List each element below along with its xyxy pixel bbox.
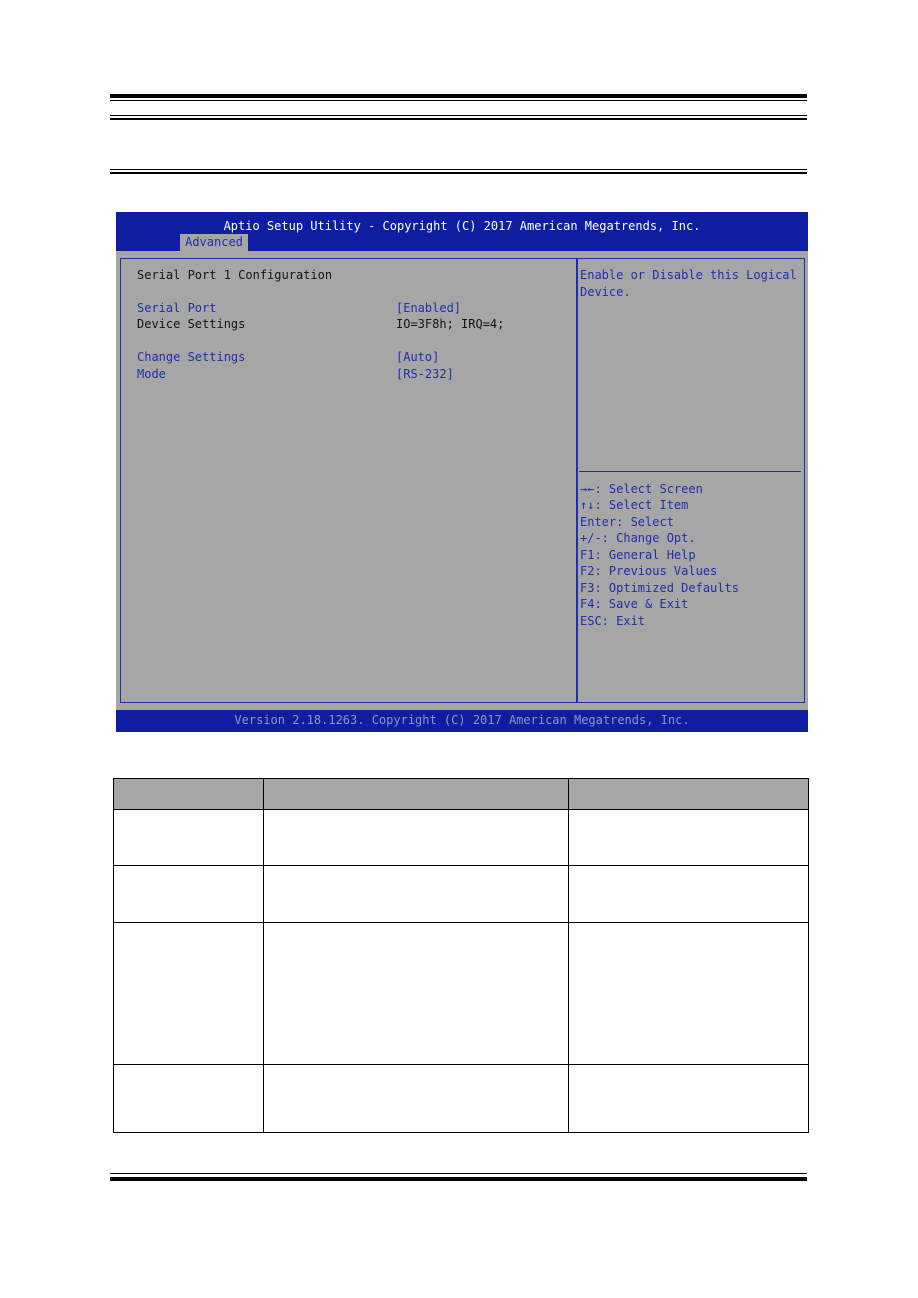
key-hint-previous-values: F2: Previous Values (580, 564, 718, 578)
help-separator (579, 471, 801, 472)
table-cell (264, 923, 569, 1065)
table-cell (569, 1065, 809, 1133)
bios-help-pane (576, 258, 805, 703)
help-text-line-2: Device. (580, 285, 631, 299)
key-hint-optimized-defaults: F3: Optimized Defaults (580, 581, 739, 595)
table-cell (264, 1065, 569, 1133)
table-cell (264, 810, 569, 866)
table-header-cell (264, 779, 569, 810)
table-header-row (114, 779, 809, 810)
bios-title: Aptio Setup Utility - Copyright (C) 2017 American Megatrends, Inc. (223, 219, 701, 233)
change-settings-label[interactable]: Change Settings (137, 350, 246, 364)
table-cell (114, 866, 264, 923)
options-table (113, 778, 809, 1133)
help-text-line-1: Enable or Disable this Logical (580, 268, 797, 282)
key-hint-general-help: F1: General Help (580, 548, 696, 562)
key-hint-change-opt: +/-: Change Opt. (580, 531, 696, 545)
tab-advanced[interactable]: Advanced (180, 234, 248, 251)
table-row (114, 810, 809, 866)
table-header-cell (114, 779, 264, 810)
table-cell (569, 866, 809, 923)
table-cell (569, 810, 809, 866)
header-thick-rule (110, 94, 807, 98)
device-settings-value: IO=3F8h; IRQ=4; (396, 317, 505, 331)
table-cell (264, 866, 569, 923)
header-thin-rule (110, 100, 807, 101)
bios-title-bar (116, 212, 808, 251)
header-rule-2a (110, 115, 807, 116)
footer-thick-rule (110, 1177, 807, 1181)
mode-label[interactable]: Mode (137, 367, 166, 381)
page-heading: Serial Port 1 Configuration (137, 268, 333, 282)
table-header-cell (569, 779, 809, 810)
table-row (114, 923, 809, 1065)
key-hint-enter: Enter: Select (580, 515, 674, 529)
footer-thin-rule (110, 1173, 807, 1174)
header-rule-2b (110, 118, 807, 120)
section-rule-b (110, 172, 807, 174)
bios-main-pane (120, 258, 578, 703)
key-hint-select-item: ↑↓: Select Item (580, 498, 689, 512)
key-hint-save-exit: F4: Save & Exit (580, 597, 689, 611)
table-cell (114, 1065, 264, 1133)
key-hint-esc-exit: ESC: Exit (580, 614, 646, 628)
section-rule-a (110, 169, 807, 170)
table-row (114, 1065, 809, 1133)
mode-value[interactable]: [RS-232] (396, 367, 454, 381)
table-cell (114, 810, 264, 866)
table-cell (569, 923, 809, 1065)
bios-footer-bar (116, 710, 808, 732)
table-cell (114, 923, 264, 1065)
key-hint-select-screen: →←: Select Screen (580, 482, 703, 496)
serial-port-value[interactable]: [Enabled] (396, 301, 462, 315)
serial-port-label[interactable]: Serial Port (137, 301, 217, 315)
change-settings-value[interactable]: [Auto] (396, 350, 440, 364)
bios-footer-text: Version 2.18.1263. Copyright (C) 2017 American Megatrends, Inc. (234, 713, 690, 727)
device-settings-label: Device Settings (137, 317, 246, 331)
table-row (114, 866, 809, 923)
bios-screen (116, 212, 808, 732)
